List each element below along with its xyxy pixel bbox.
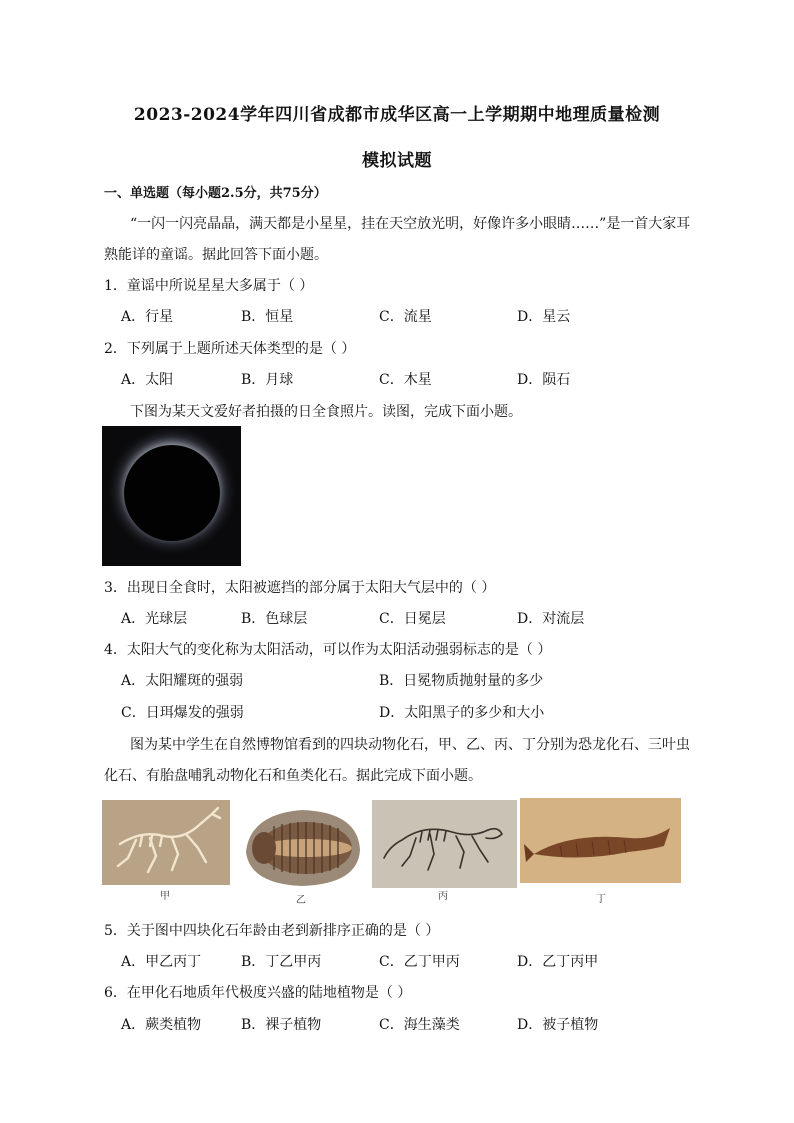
q1-option-d[interactable]: D．星云 [517,309,571,325]
solar-eclipse-photo [102,426,241,566]
q5-option-a[interactable]: A．甲乙丙丁 [121,954,202,970]
fossil-jia-photo [102,800,230,885]
q4-option-d[interactable]: D．太阳黑子的多少和大小 [379,705,545,721]
q4-option-b[interactable]: B．日冕物质抛射量的多少 [379,673,544,689]
q3-option-b[interactable]: B．色球层 [241,611,308,627]
intro1-line2: 熟能详的童谣。据此回答下面小题。 [104,247,328,263]
q5-stem: 5．关于图中四块化石年龄由老到新排序正确的是（ ） [104,923,440,939]
q6-option-c[interactable]: C．海生藻类 [379,1017,460,1033]
q3-option-c[interactable]: C．日冕层 [379,611,446,627]
q4-option-c[interactable]: C．日珥爆发的强弱 [121,705,244,721]
fossil-label-yi: 乙 [296,895,306,906]
fossil-label-ding: 丁 [596,894,606,905]
q1-option-b[interactable]: B．恒星 [241,309,294,325]
intro2: 下图为某天文爱好者拍摄的日全食照片。读图，完成下面小题。 [130,404,522,420]
q6-option-d[interactable]: D．被子植物 [517,1017,599,1033]
section-heading: 一、单选题（每小题2.5分，共75分） [104,186,327,201]
fish-fossil-graphic [520,798,681,883]
intro1-line1: “一闪一闪亮晶晶，满天都是小星星，挂在天空放光明，好像许多小眼睛……”是一首大家耳 [130,216,691,232]
q2-option-b[interactable]: B．月球 [241,372,294,388]
dinosaur-fossil-graphic [102,800,230,885]
fossil-ding-photo [520,798,681,883]
exam-title-line1: 2023-2024学年四川省成都市成华区高一上学期期中地理质量检测 [133,105,661,125]
exam-title-line2: 模拟试题 [362,151,432,171]
intro3-line1: 图为某中学生在自然博物馆看到的四块动物化石，甲、乙、丙、丁分别为恐龙化石、三叶虫 [130,737,690,753]
q1-option-c[interactable]: C．流星 [379,309,432,325]
q3-option-d[interactable]: D．对流层 [517,611,585,627]
fossil-label-jia: 甲 [160,891,170,902]
q5-option-d[interactable]: D．乙丁丙甲 [517,954,599,970]
trilobite-fossil-graphic [240,804,365,889]
q5-option-b[interactable]: B．丁乙甲丙 [241,954,322,970]
eclipse-graphic [102,426,241,566]
fossil-yi-photo [240,804,365,889]
q3-stem: 3．出现日全食时，太阳被遮挡的部分属于太阳大气层中的（ ） [104,580,496,596]
q4-stem: 4．太阳大气的变化称为太阳活动，可以作为太阳活动强弱标志的是（ ） [104,642,552,658]
q2-option-c[interactable]: C．木星 [379,372,432,388]
q2-option-a[interactable]: A．太阳 [121,372,174,388]
q3-option-a[interactable]: A．光球层 [121,611,188,627]
q2-stem: 2．下列属于上题所述天体类型的是（ ） [104,341,356,357]
q6-stem: 6．在甲化石地质年代极度兴盛的陆地植物是（ ） [104,985,412,1001]
q4-option-a[interactable]: A．太阳耀斑的强弱 [121,673,244,689]
q1-stem: 1．童谣中所说星星大多属于（ ） [104,278,314,294]
fossil-label-bing: 丙 [438,891,448,902]
q6-option-b[interactable]: B．裸子植物 [241,1017,322,1033]
fossil-bing-photo [372,800,517,888]
q6-option-a[interactable]: A．蕨类植物 [121,1017,202,1033]
q5-option-c[interactable]: C．乙丁甲丙 [379,954,460,970]
mammal-fossil-graphic [372,800,517,888]
q2-option-d[interactable]: D．陨石 [517,372,571,388]
intro3-line2: 化石、有胎盘哺乳动物化石和鱼类化石。据此完成下面小题。 [104,768,482,784]
q1-option-a[interactable]: A．行星 [121,309,174,325]
